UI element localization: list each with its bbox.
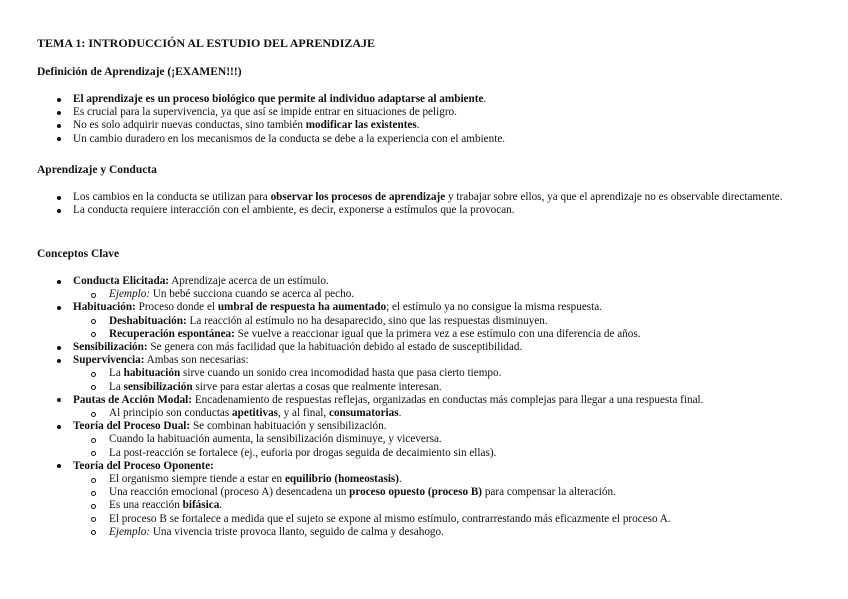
list-item	[57, 133, 797, 146]
sub-list-item	[109, 447, 797, 460]
text-run: Los cambios en la conducta se utilizan para	[73, 191, 271, 203]
list-item	[57, 191, 797, 204]
list-item	[57, 354, 797, 394]
sub-list	[73, 288, 797, 301]
bold-text: consumatorias	[329, 407, 399, 420]
list-item-text	[73, 133, 797, 146]
bold-text: Habituación:	[73, 301, 136, 314]
document-title: TEMA 1: INTRODUCCIÓN AL ESTUDIO DEL APRENDIZAJE	[37, 36, 376, 50]
sub-list-item	[109, 513, 797, 526]
list-item-text	[73, 191, 797, 204]
text-run: El organismo siempre tiende a estar en	[109, 473, 285, 486]
text-run: .	[219, 499, 223, 512]
list-item-text	[73, 301, 797, 314]
text-run: El proceso B se fortalece a medida que el sujeto se expone al mismo estímulo, contrarrestando más eficazmente el proceso A.	[109, 512, 671, 525]
text-run: Un bebé succiona cuando se acerca al pecho.	[150, 288, 355, 301]
list-item	[57, 341, 797, 354]
text-run: Una vivencia triste provoca llanto, seguido de calma y desahogo.	[150, 525, 444, 538]
text-run: ; el estímulo ya no consigue la misma respuesta.	[386, 301, 603, 314]
sub-list-item	[109, 473, 797, 486]
text-run: La	[109, 380, 124, 393]
sub-list	[73, 315, 797, 341]
section-heading-conceptos-clave: Conceptos Clave	[37, 248, 120, 260]
sub-list-item	[109, 407, 797, 420]
section-heading-aprendizaje-conducta: Aprendizaje y Conducta	[37, 164, 157, 176]
text-run: Ambas son necesarias:	[144, 354, 249, 367]
text-run: La reacción al estímulo no ha desaparecido, sino que las respuestas disminuyen.	[186, 314, 548, 327]
bold-text: modificar las existentes	[305, 119, 417, 132]
text-run: Es crucial para la supervivencia, ya que así se impide entrar en situaciones de peligro.	[73, 106, 457, 119]
bold-text: Sensibilización:	[73, 341, 148, 354]
list-item	[57, 106, 797, 119]
text-run: sirve cuando un sonido crea incomodidad hasta que pasa cierto tiempo.	[180, 367, 502, 380]
list-item	[57, 460, 797, 539]
bold-text: sensibilización	[123, 380, 193, 393]
sub-list-item	[109, 315, 797, 328]
list-item	[57, 420, 797, 460]
text-run: La conducta requiere interacción con el ambiente, es decir, exponerse a estímulos que la provocan.	[73, 204, 515, 217]
bold-text: habituación	[123, 367, 181, 380]
sub-list-item	[109, 486, 797, 499]
list-item	[57, 93, 797, 106]
list-item	[57, 275, 797, 301]
list-item-text	[73, 354, 797, 367]
text-run: .	[483, 93, 487, 105]
sub-list-item	[109, 367, 797, 380]
section-list-aprendizaje-conducta	[57, 191, 797, 217]
bold-text: Pautas de Acción Modal:	[73, 393, 193, 406]
text-run: Encadenamiento de respuestas reflejas, organizadas en conductas más complejas para llegar a una respuesta final.	[192, 393, 704, 406]
sub-list-item	[109, 381, 797, 394]
list-item-text	[73, 93, 797, 106]
list-item	[57, 119, 797, 132]
text-run: La	[109, 367, 124, 380]
bold-text: observar los procesos de aprendizaje	[270, 191, 446, 203]
text-run: Es una reacción	[109, 499, 183, 512]
sub-list-item	[109, 499, 797, 512]
text-run: sirve para estar alertas a cosas que realmente interesan.	[192, 380, 442, 393]
bold-text: apetitivas	[232, 407, 279, 420]
sub-list	[73, 407, 797, 420]
bold-text: El aprendizaje es un proceso biológico que permite al individuo adaptarse al ambiente	[73, 93, 484, 105]
text-run: .	[399, 473, 402, 486]
sub-list-item	[109, 433, 797, 446]
text-run: Cuando la habituación aumenta, la sensibilización disminuye, y viceversa.	[109, 433, 442, 446]
list-item-text	[73, 341, 797, 354]
bold-text: Supervivencia:	[73, 354, 145, 367]
italic-text: Ejemplo:	[109, 288, 151, 301]
text-run: La post-reacción se fortalece (ej., euforia por drogas seguida de decaimiento sin ellas).	[109, 446, 497, 459]
text-run: Aprendizaje acerca de un estímulo.	[169, 275, 329, 287]
italic-text: Ejemplo:	[109, 525, 151, 538]
text-run: Al principio son conductas	[109, 407, 233, 420]
list-item	[57, 394, 797, 420]
text-run: , y al final,	[278, 407, 329, 420]
bold-text: Teoría del Proceso Oponente:	[73, 459, 214, 472]
bold-text: Conducta Elicitada:	[73, 275, 170, 287]
list-item	[57, 204, 797, 217]
section-list-conceptos-clave	[57, 275, 797, 539]
bold-text: umbral de respuesta ha aumentado	[217, 301, 387, 314]
text-run: Un cambio duradero en los mecanismos de la conducta se debe a la experiencia con el ambiente.	[73, 132, 506, 145]
bold-text: Teoría del Proceso Dual:	[73, 420, 191, 433]
text-run: No es solo adquirir nuevas conductas, sino también	[73, 119, 306, 132]
bold-text: proceso opuesto (proceso B)	[349, 486, 483, 499]
text-run: y trabajar sobre ellos, ya que el aprendizaje no es observable directamente.	[445, 191, 783, 203]
section-list-definicion	[57, 93, 797, 146]
list-item-text	[73, 275, 797, 288]
bold-text: equilibrio (homeostasis)	[284, 473, 400, 486]
list-item-text	[73, 394, 797, 407]
bold-text: bifásica	[182, 499, 220, 512]
text-run: Se genera con más facilidad que la habituación debido al estado de susceptibilidad.	[147, 341, 523, 354]
text-run: Se combinan habituación y sensibilización.	[190, 420, 387, 433]
bold-text: Recuperación espontánea:	[109, 327, 235, 340]
list-item	[57, 301, 797, 341]
list-item-text	[73, 460, 797, 473]
section-heading-definicion: Definición de Aprendizaje (¡EXAMEN!!!)	[37, 66, 242, 78]
sub-list	[73, 433, 797, 459]
sub-list-item	[109, 328, 797, 341]
list-item-text	[73, 420, 797, 433]
sub-list	[73, 473, 797, 539]
list-item-text	[73, 204, 797, 217]
sub-list	[73, 367, 797, 393]
text-run: .	[398, 407, 402, 420]
sub-list-item	[109, 288, 797, 301]
list-item-text	[73, 106, 797, 119]
text-run: Se vuelve a reaccionar igual que la primera vez a ese estímulo con una diferencia de años.	[234, 327, 641, 340]
bold-text: Deshabituación:	[109, 314, 187, 327]
text-run: para compensar la alteración.	[482, 486, 616, 499]
sub-list-item	[109, 526, 797, 539]
text-run: .	[416, 119, 420, 132]
text-run: Proceso donde el	[135, 301, 218, 314]
text-run: Una reacción emocional (proceso A) desencadena un	[109, 486, 350, 499]
list-item-text	[73, 119, 797, 132]
